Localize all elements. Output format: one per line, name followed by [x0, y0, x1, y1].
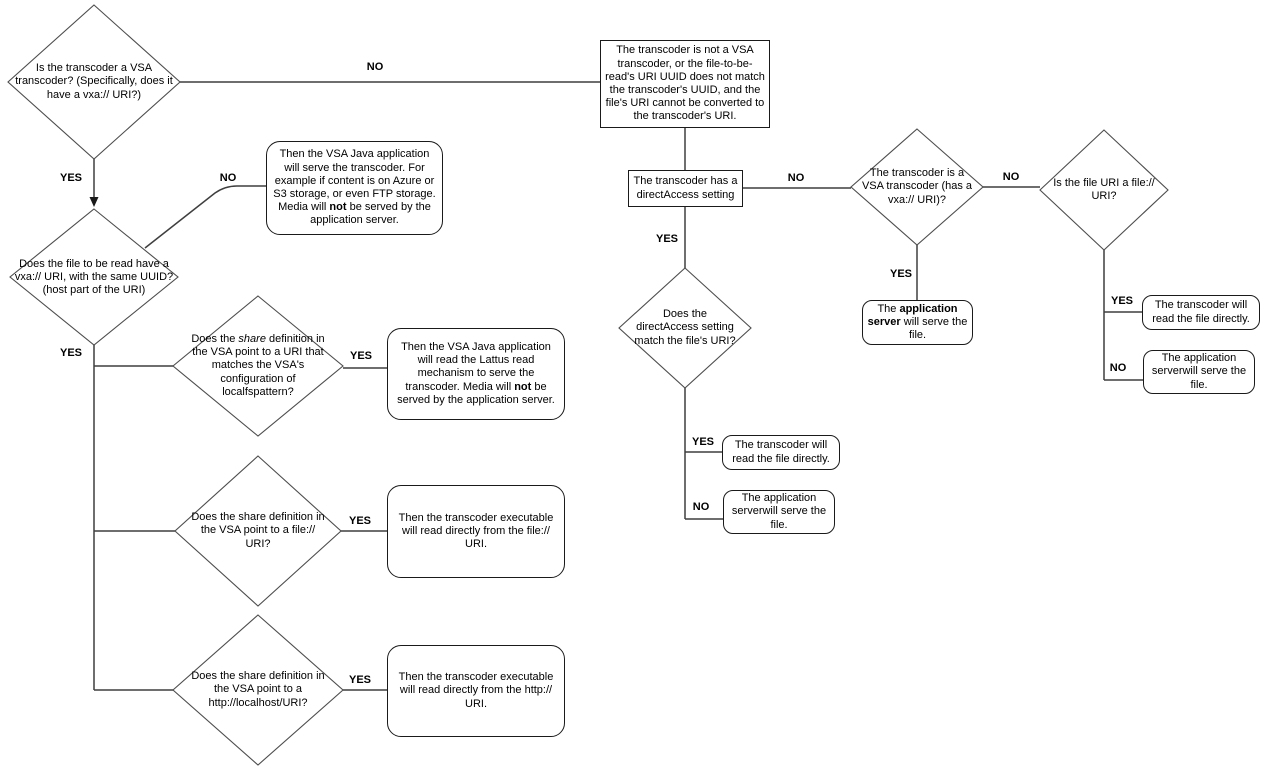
edge-label-d2-yes: YES: [59, 347, 82, 359]
outcome-app-server-serves: [862, 300, 973, 345]
outcome-lattus-read-text: Then the VSA Java application will read the Lattus read mechanism to serve the transcoder. Media will not be served by the application server.: [397, 341, 555, 406]
outcome-vsa-java-serves-text: Then the VSA Java application will serve the transcoder. For example if content is on Azure or S3 storage, or even FTP storage. Media will not be served by the application server.: [273, 148, 436, 227]
decision-share-localfspattern: [185, 310, 331, 422]
process-not-vsa-transcoder-text: The transcoder is not a VSA transcoder, or the file-to-be-read's URI UUID does not match the transcoder's UUID, and the file's URI cannot be converted to the transcoder's URI.: [605, 44, 765, 123]
decision-file-vxa-uuid: [14, 230, 174, 325]
edge-label-d7-no: NO: [1002, 171, 1020, 183]
edge-label-d8-no: NO: [1109, 362, 1127, 374]
outcome-read-http-uri: [387, 645, 565, 737]
edge-label-d4-yes: YES: [348, 515, 371, 527]
outcome-read-file-uri: [387, 485, 565, 578]
decision-share-http-localhost: [190, 648, 326, 732]
edge-label-r2-yes: YES: [655, 233, 678, 245]
decision-is-vsa-transcoder-text: Is the transcoder a VSA transcoder? (Specifically, does it have a vxa:// URI?): [15, 62, 173, 101]
edge-label-d1-yes: YES: [59, 172, 82, 184]
outcome-transcoder-reads-direct-mid-text: The transcoder will read the file directly.: [732, 439, 830, 465]
outcome-app-server-serves-right: [1143, 350, 1255, 394]
edge-label-d6-no: NO: [692, 501, 710, 513]
outcome-read-http-uri-text: Then the transcoder executable will read directly from the http:// URI.: [398, 671, 554, 710]
edge-label-d3-yes: YES: [349, 350, 372, 362]
not-bold: not: [514, 380, 532, 393]
decision-directaccess-match-text: Does the directAccess setting match the file's URI?: [634, 308, 736, 347]
decision-transcoder-is-vsa-text: The transcoder is a VSA transcoder (has a vxa:// URI)?: [861, 167, 973, 206]
edge-label-r2-no: NO: [787, 172, 805, 184]
edge-label-d2-no: NO: [219, 172, 237, 184]
decision-is-vsa-transcoder: [12, 30, 176, 134]
outcome-app-server-serves-right-text: The application serverwill serve the file.: [1151, 352, 1247, 391]
outcome-read-file-uri-text: Then the transcoder executable will read directly from the file:// URI.: [398, 511, 554, 551]
outcome-vsa-java-serves: [266, 141, 443, 235]
decision-share-http-localhost-text: Does the share definition in the VSA point to a http://localhost/URI?: [191, 670, 325, 709]
decision-transcoder-is-vsa: [860, 150, 974, 224]
decision-directaccess-match: [632, 288, 738, 368]
outcome-transcoder-reads-direct-right-text: The transcoder will read the file directly.: [1152, 299, 1250, 325]
decision-share-file-uri: [190, 490, 326, 572]
decision-share-file-uri-text: Does the share definition in the VSA point to a file:// URI?: [191, 511, 325, 550]
edge-label-d8-yes: YES: [1110, 295, 1133, 307]
outcome-transcoder-reads-direct-mid: [722, 435, 840, 470]
share-italic: share: [238, 333, 266, 346]
outcome-app-server-serves-mid: [723, 490, 835, 534]
edge-label-d7-yes: YES: [889, 268, 912, 280]
not-bold: not: [329, 201, 347, 214]
process-not-vsa-transcoder: [600, 40, 770, 128]
outcome-transcoder-reads-direct-right: [1142, 295, 1260, 330]
outcome-app-server-serves-text: The application server will serve the file.: [867, 302, 968, 342]
decision-share-localfspattern-text: Does the share definition in the VSA point to a URI that matches the VSA's configuration of localfspattern?: [191, 333, 325, 398]
arrowhead-d1-yes: [90, 197, 99, 207]
application-server-bold: application server: [867, 302, 958, 328]
outcome-app-server-serves-mid-text: The application serverwill serve the file.: [731, 492, 827, 531]
edge-label-d1-no: NO: [366, 61, 384, 73]
process-has-directaccess: [628, 170, 743, 207]
process-has-directaccess-text: The transcoder has a directAccess setting: [633, 175, 738, 201]
edge-label-d5-yes: YES: [348, 674, 371, 686]
decision-file-uri-is-file-text: Is the file URI a file:// URI?: [1053, 176, 1155, 202]
decision-file-uri-is-file: [1048, 160, 1160, 220]
edge-label-d6-yes: YES: [691, 436, 714, 448]
decision-file-vxa-uuid-text: Does the file to be read have a vxa:// URI, with the same UUID? (host part of the URI): [14, 257, 174, 297]
outcome-lattus-read: [387, 328, 565, 420]
